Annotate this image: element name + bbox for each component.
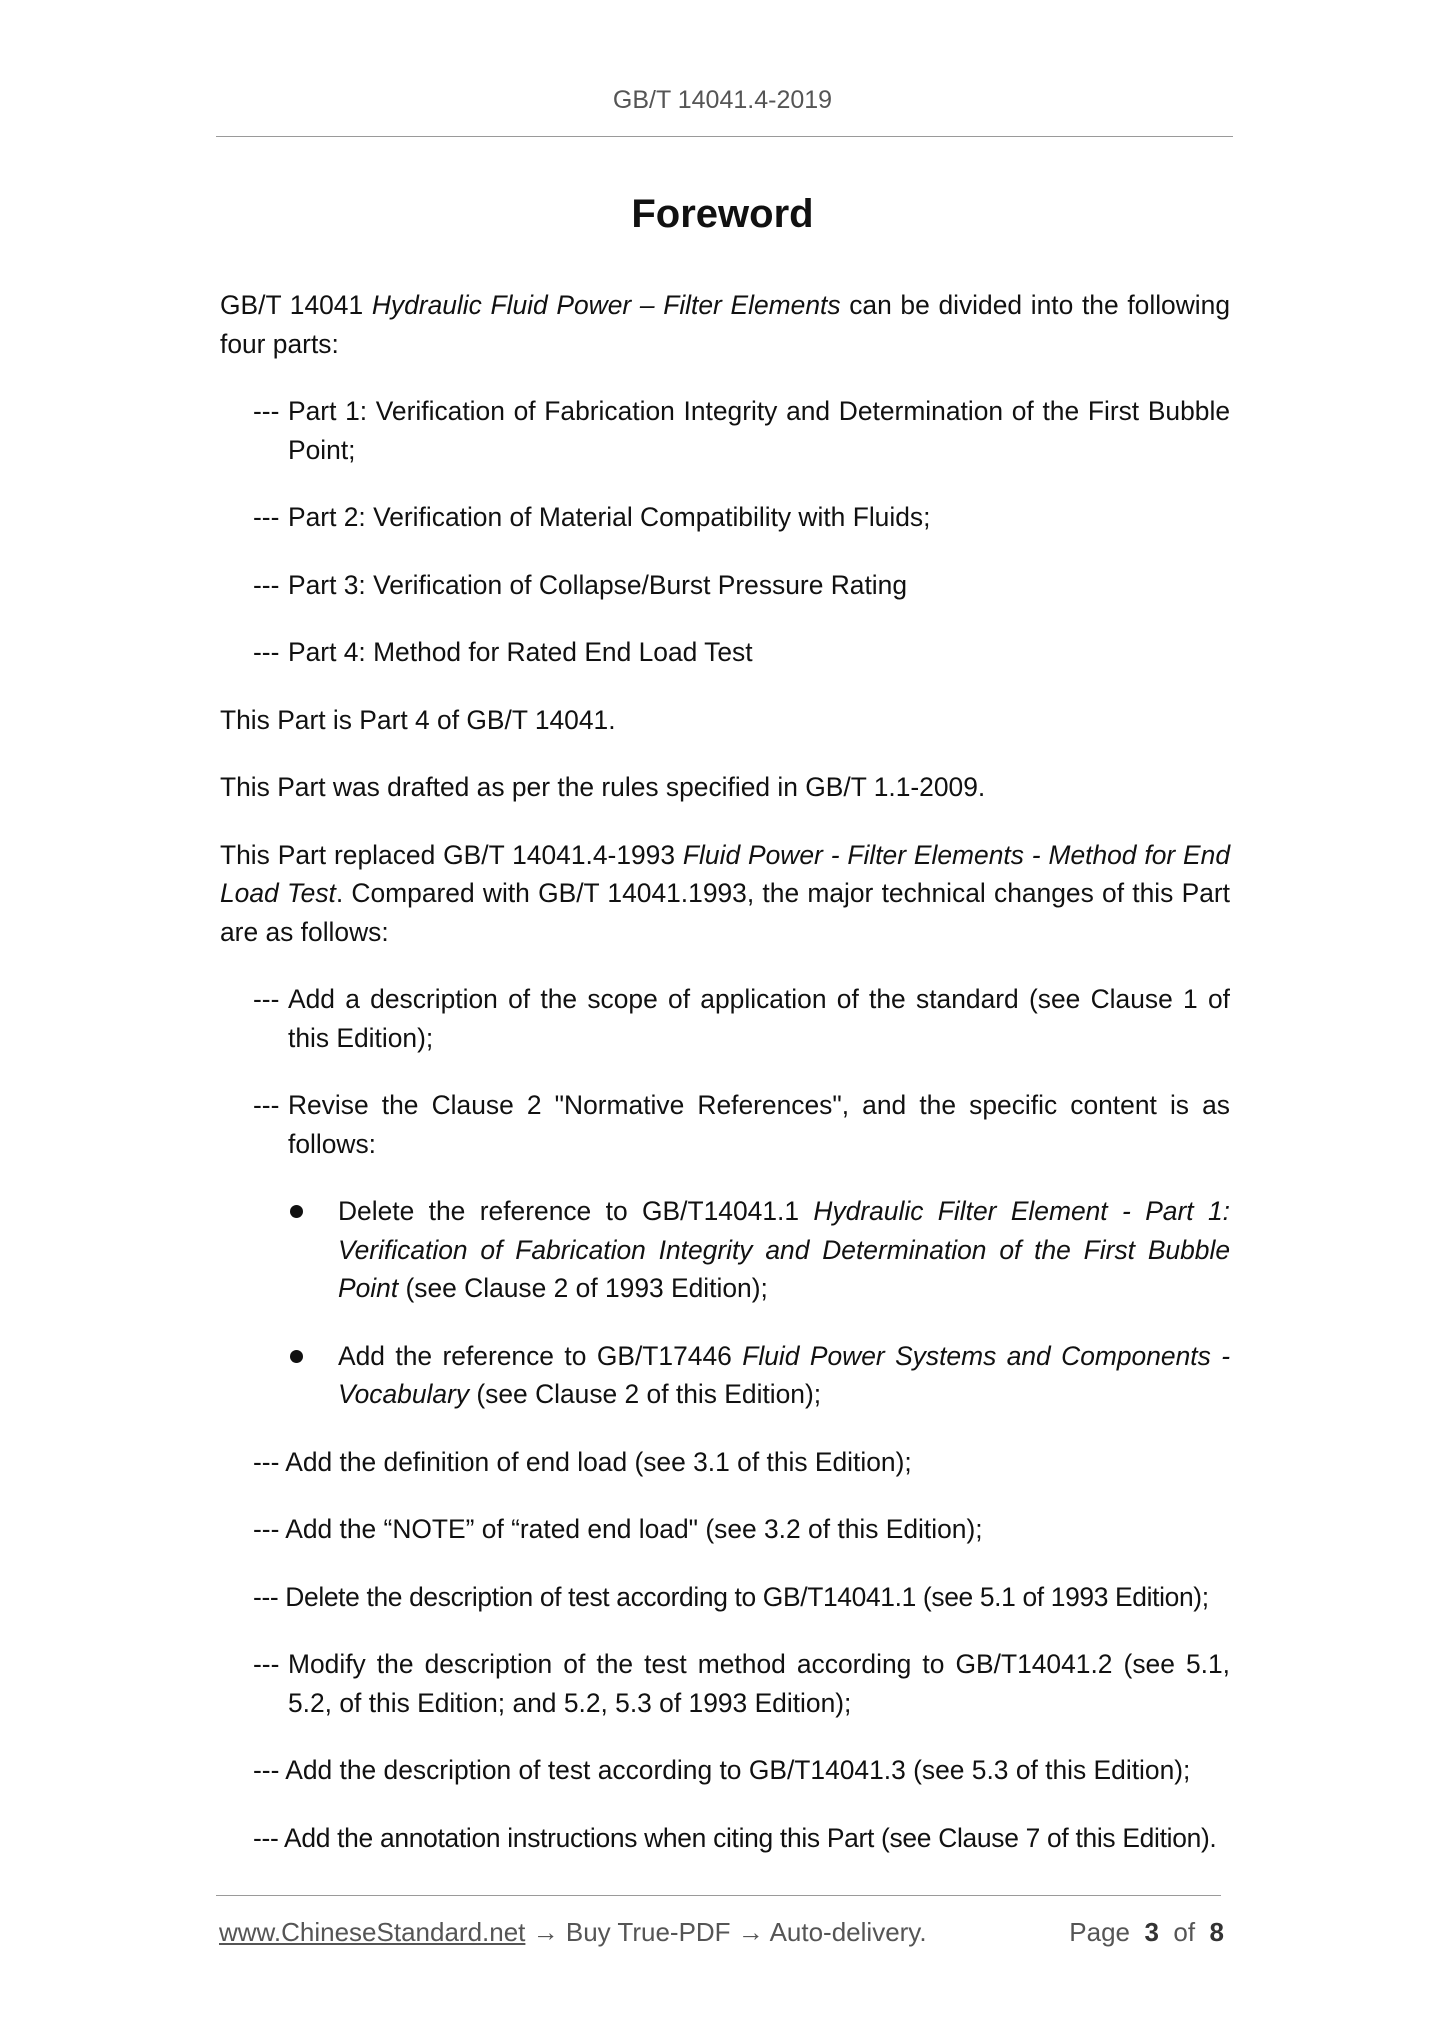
change-text: Revise the Clause 2 "Normative References", and the specific content is as follows: <box>288 1090 1230 1159</box>
change-item-scope <box>220 980 1230 1057</box>
intro-prefix: GB/T 14041 <box>220 290 372 320</box>
bullet-dot-icon <box>290 1350 303 1363</box>
intro-suffix: can be divided into the following four parts: <box>220 290 1231 359</box>
bullet-prefix: Add the reference to GB/T17446 <box>338 1340 743 1371</box>
replaced-suffix: . Compared with GB/T 14041.1993, the major technical changes of this Part are as follows: <box>220 878 1230 947</box>
footer-promo: → Buy True-PDF → Auto-delivery. <box>525 1917 927 1947</box>
bullet-prefix: Delete the reference to GB/T14041.1 <box>338 1196 814 1226</box>
part-text: Part 1: Verification of Fabrication Integrity and Determination of the First Bubble Point; <box>288 396 1230 465</box>
part-item-3 <box>220 566 1230 605</box>
page-number <box>1069 1917 1224 1948</box>
intro-paragraph <box>220 286 1230 363</box>
change-item-note: --- Add the “NOTE” of “rated end load" (see 3.2 of this Edition); <box>253 1514 983 1544</box>
page-header: GB/T 14041.4-2019 <box>612 86 833 114</box>
change-item-modify-test <box>220 1645 1230 1722</box>
part-item-2 <box>220 498 1230 537</box>
intro-title: Hydraulic Fluid Power – Filter Elements <box>371 290 841 320</box>
dash-marker: --- <box>253 637 280 667</box>
part-text: Part 2: Verification of Material Compatibility with Fluids; <box>288 502 931 532</box>
dash-marker: --- <box>253 984 280 1014</box>
page-footer <box>219 1917 1224 1948</box>
dash-marker: --- <box>253 396 280 426</box>
replaced-prefix: This Part replaced GB/T 14041.4-1993 <box>220 839 683 870</box>
dash-marker: --- <box>253 1090 280 1120</box>
page-title: Foreword <box>631 192 814 236</box>
part-item-1 <box>220 392 1230 469</box>
bullet-dot-icon <box>290 1205 303 1218</box>
bullet-suffix: (see Clause 2 of this Edition); <box>469 1379 822 1409</box>
replaced-title: Fluid Power - Filter Elements - Method for End Load Test <box>220 839 1231 908</box>
change-text: Add a description of the scope of application of the standard (see Clause 1 of this Edition); <box>288 984 1230 1053</box>
dash-marker: --- <box>253 1649 280 1679</box>
statement-drafted: This Part was drafted as per the rules specified in GB/T 1.1-2009. <box>220 772 986 802</box>
dash-marker: --- <box>253 569 280 600</box>
dash-marker: --- <box>253 502 280 532</box>
page-of: of <box>1173 1917 1196 1947</box>
bullet-item-add-reference <box>220 1337 1230 1414</box>
change-item-end-load: --- Add the definition of end load (see 3.1 of this Edition); <box>253 1446 912 1477</box>
part-item-4 <box>220 633 1230 672</box>
page-current: 3 <box>1144 1917 1159 1947</box>
header-divider <box>216 136 1233 137</box>
change-text: Modify the description of the test method according to GB/T14041.2 (see 5.1, 5.2, of this Edition; and 5.2, 5.3 of 1993 Edition); <box>288 1649 1230 1718</box>
website-link[interactable]: www.ChineseStandard.net <box>219 1917 526 1947</box>
bullet-suffix: (see Clause 2 of 1993 Edition); <box>398 1273 768 1303</box>
change-item-delete-test: --- Delete the description of test according to GB/T14041.1 (see 5.1 of 1993 Edition); <box>253 1581 1209 1612</box>
bullet-title: Hydraulic Filter Element - Part 1: Verification of Fabrication Integrity and Determination of the First Bubble Point <box>338 1196 1230 1303</box>
bullet-title: Fluid Power Systems and Components - Vocabulary <box>338 1340 1230 1409</box>
part-text: Part 3: Verification of Collapse/Burst Pressure Rating <box>288 569 908 600</box>
page-label: Page <box>1069 1917 1131 1947</box>
bullet-item-delete-reference <box>220 1192 1230 1308</box>
replaced-paragraph <box>220 836 1230 952</box>
document-body <box>220 286 1230 1886</box>
change-item-annotation: --- Add the annotation instructions when citing this Part (see Clause 7 of this Edition). <box>253 1822 1217 1853</box>
change-item-references <box>220 1086 1230 1163</box>
change-item-add-test: --- Add the description of test according to GB/T14041.3 (see 5.3 of this Edition); <box>253 1755 1191 1785</box>
page-total: 8 <box>1209 1917 1224 1947</box>
footer-divider <box>216 1895 1221 1896</box>
part-text: Part 4: Method for Rated End Load Test <box>288 637 753 667</box>
statement-part: This Part is Part 4 of GB/T 14041. <box>220 704 616 735</box>
